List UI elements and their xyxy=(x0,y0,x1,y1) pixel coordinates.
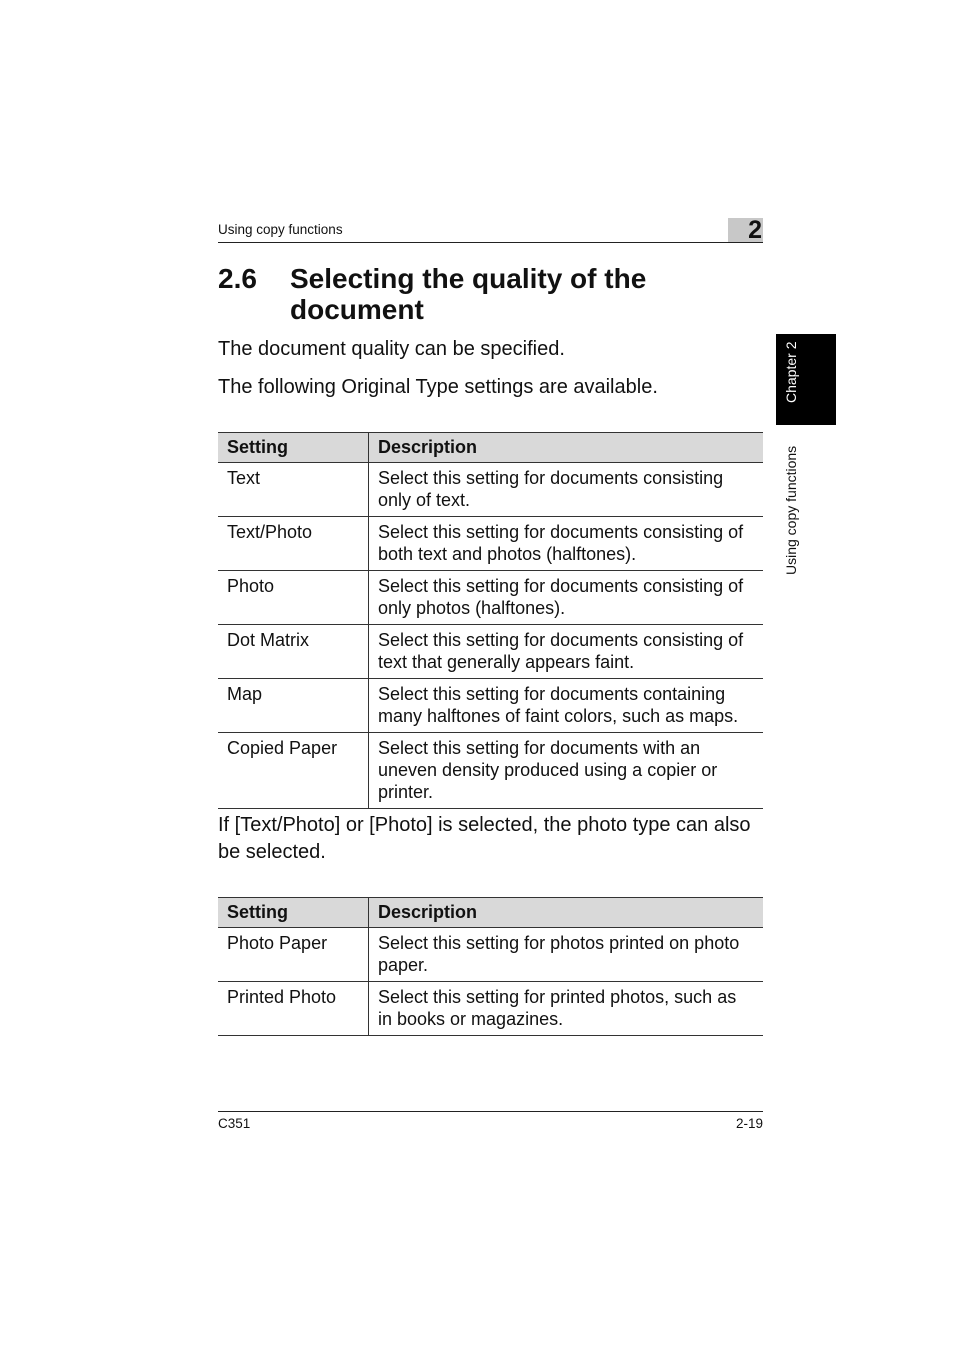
setting-cell: Map xyxy=(218,679,369,733)
description-cell: Select this setting for documents consisting of both text and photos (halftones). xyxy=(369,517,764,571)
description-cell: Select this setting for documents with an uneven density produced using a copier or printer. xyxy=(369,733,764,809)
setting-cell: Copied Paper xyxy=(218,733,369,809)
setting-cell: Text xyxy=(218,463,369,517)
table-row xyxy=(218,517,763,571)
table-row xyxy=(218,928,763,982)
header-setting: Setting xyxy=(218,433,369,463)
header-description: Description xyxy=(369,898,764,928)
original-type-table xyxy=(218,432,763,809)
table-row xyxy=(218,982,763,1036)
description-cell: Select this setting for documents consisting of text that generally appears faint. xyxy=(369,625,764,679)
table-header-row xyxy=(218,433,763,463)
section-title: Selecting the quality of the document xyxy=(290,263,647,325)
chapter-number-box xyxy=(728,218,763,242)
side-tab-chapter-label: Chapter 2 xyxy=(783,342,799,404)
page-footer xyxy=(218,1111,763,1132)
photo-type-table xyxy=(218,897,763,1036)
table-row xyxy=(218,571,763,625)
footer-model: C351 xyxy=(218,1116,251,1131)
photo-type-note: If [Text/Photo] or [Photo] is selected, the photo type can also be selected. xyxy=(218,814,751,863)
table-row xyxy=(218,733,763,809)
side-tab-section-label: Using copy functions xyxy=(783,446,799,576)
table-row xyxy=(218,679,763,733)
setting-cell: Printed Photo xyxy=(218,982,369,1036)
setting-cell: Photo Paper xyxy=(218,928,369,982)
chapter-number: 2 xyxy=(748,216,762,244)
table-row xyxy=(218,625,763,679)
setting-cell: Dot Matrix xyxy=(218,625,369,679)
setting-cell: Photo xyxy=(218,571,369,625)
description-cell: Select this setting for documents consisting only of text. xyxy=(369,463,764,517)
setting-cell: Text/Photo xyxy=(218,517,369,571)
description-cell: Select this setting for printed photos, such as in books or magazines. xyxy=(369,982,764,1036)
table-header-row xyxy=(218,898,763,928)
header-description: Description xyxy=(369,433,764,463)
section-number: 2.6 xyxy=(218,263,257,294)
description-cell: Select this setting for documents consisting of only photos (halftones). xyxy=(369,571,764,625)
intro-line-1: The document quality can be specified. xyxy=(218,338,565,360)
header-section-name: Using copy functions xyxy=(218,222,343,237)
header-setting: Setting xyxy=(218,898,369,928)
description-cell: Select this setting for documents containing many halftones of faint colors, such as maps. xyxy=(369,679,764,733)
footer-page-number: 2-19 xyxy=(735,1116,763,1131)
table-row xyxy=(218,463,763,517)
running-header xyxy=(218,216,763,244)
description-cell: Select this setting for photos printed on photo paper. xyxy=(369,928,764,982)
intro-line-2: The following Original Type settings are available. xyxy=(218,376,658,398)
